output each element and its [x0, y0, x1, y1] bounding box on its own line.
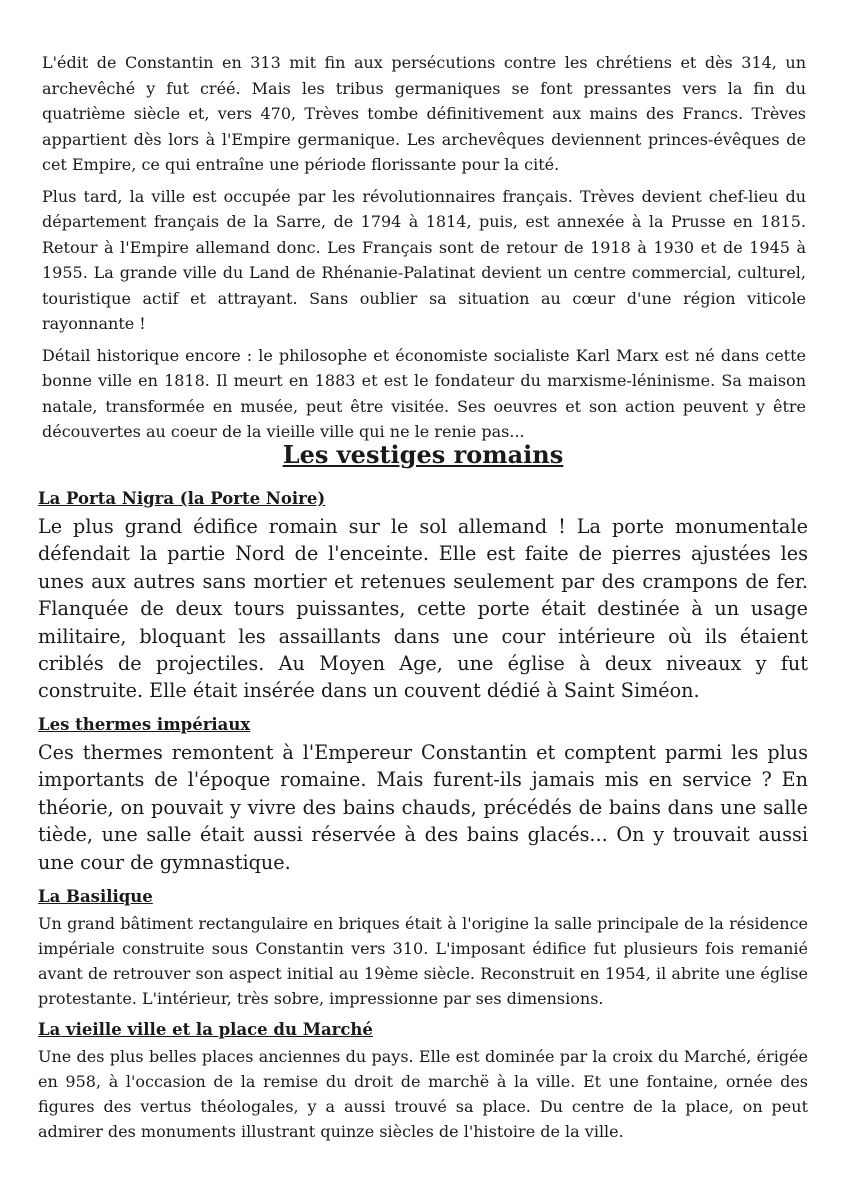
section-title: Les vestiges romains [282, 440, 564, 469]
section-heading: Les thermes impériaux [38, 715, 251, 734]
section-heading: La vieille ville et la place du Marché [38, 1020, 373, 1039]
section-heading: La Basilique [38, 887, 153, 906]
section-basilique [38, 883, 808, 1011]
intro-paragraph-2: Plus tard, la ville est occupée par les révolutionnaires français. Trèves devient chef-lieu du département français de la Sarre, de 1794 à 1814, puis, est annexée à la Prusse en 1815. Retour à l'Empire allemand donc. Les Français sont de retour de 1918 à 1930 et de 1945 à 1955. La grande ville du Land de Rhénanie-Palatinat devient un centre commercial, culturel, touristique actif et attrayant. Sans oublier sa situation au cœur d'une région viticole rayonnante ! [42, 186, 806, 333]
section-thermes [38, 711, 808, 876]
intro-paragraph-3: Détail historique encore : le philosophe et économiste socialiste Karl Marx est né dans cette bonne ville en 1818. Il meurt en 1883 et est le fondateur du marxisme-léninisme. Sa maison natale, transformée en musée, peut être visitée. Ses oeuvres et son action peuvent y être découvertes au coeur de la vieille ville qui ne le renie pas... [42, 345, 806, 441]
section-vieille-ville [38, 1016, 808, 1144]
section-text: Ces thermes remontent à l'Empereur Constantin et comptent parmi les plus importants de l'époque romaine. Mais furent-ils jamais mis en service ? En théorie, on pouvait y vivre des bains chauds, précédés de bains dans une salle tiède, une salle était aussi réservée à des bains glacés... On y trouvait aussi une cour de gymnastique. [38, 741, 808, 874]
section-heading: La Porta Nigra (la Porte Noire) [38, 489, 326, 508]
section-text: Le plus grand édifice romain sur le sol allemand ! La porte monumentale défendait la partie Nord de l'enceinte. Elle est faite de pierres ajustées les unes aux autres sans mortier et retenues seulement par des crampons de fer. Flanquée de deux tours puissantes, cette porte était destinée à un usage militaire, bloquant les assaillants dans une cour intérieure où ils étaient criblés de projectiles. Au Moyen Age, une église à deux niveaux y fut construite. Elle était insérée dans un couvent dédié à Saint Siméon. [38, 515, 808, 703]
intro-text [42, 50, 806, 451]
intro-paragraph-1: L'édit de Constantin en 313 mit fin aux persécutions contre les chrétiens et dès 314, un archevêché y fut créé. Mais les tribus germaniques se font pressantes vers la fin du quatrième siècle et, vers 470, Trèves tombe définitivement aux mains des Francs. Trèves appartient dès lors à l'Empire germanique. Les archevêques deviennent princes-évêques de cet Empire, ce qui entraîne une période florissante pour la cité. [42, 53, 806, 174]
section-text: Une des plus belles places anciennes du pays. Elle est dominée par la croix du Marché, érigée en 958, à l'occasion de la remise du droit de marchë à la ville. Et une fontaine, ornée des figures des vertus théologales, y a aussi trouvé sa place. Du centre de la place, on peut admirer des monuments illustrant quinze siècles de l'histoire de la ville. [38, 1047, 808, 1141]
section-porta-nigra [38, 485, 808, 705]
section-text: Un grand bâtiment rectangulaire en briques était à l'origine la salle principale de la résidence impériale construite sous Constantin vers 310. L'imposant édifice fut plusieurs fois remanié avant de retrouver son aspect initial au 19ème siècle. Reconstruit en 1954, il abrite une église protestante. L'intérieur, très sobre, impressionne par ses dimensions. [38, 914, 808, 1008]
